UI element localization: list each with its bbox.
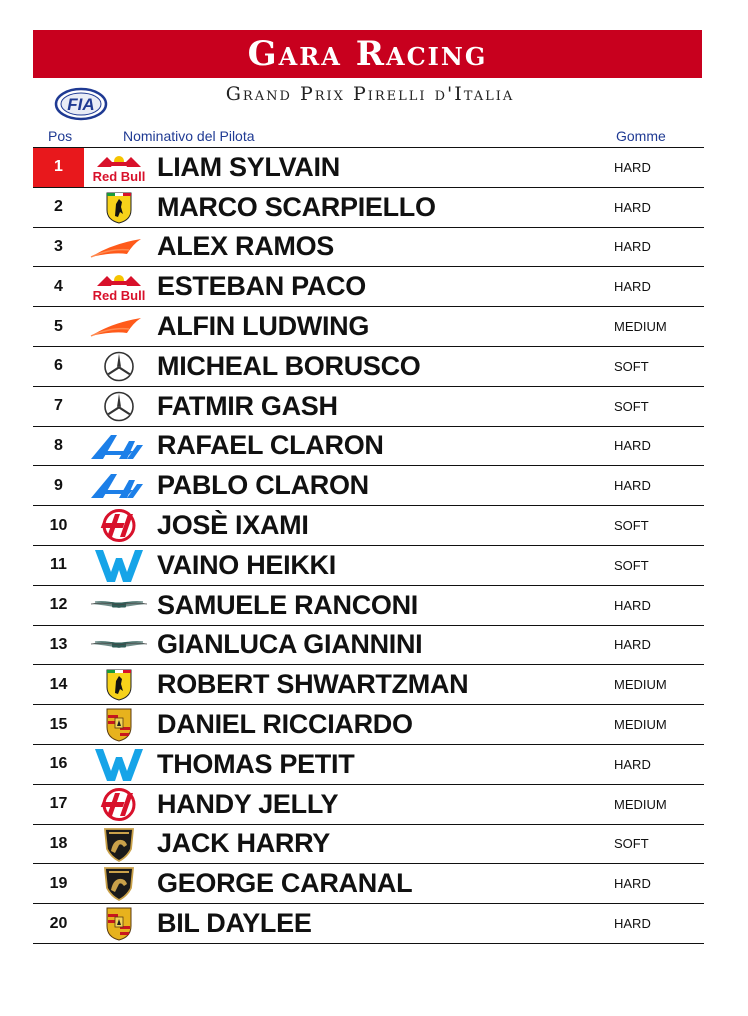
tyre-compound: HARD xyxy=(614,597,651,613)
page-title: Gara Racing xyxy=(33,30,702,78)
porsche-logo-icon xyxy=(89,906,149,941)
table-row xyxy=(33,785,704,825)
column-header-tyre: Gomme xyxy=(616,128,666,144)
tyre-compound: HARD xyxy=(614,637,651,653)
position-cell: 17 xyxy=(49,795,68,813)
driver-name: JOSÈ IXAMI xyxy=(157,510,309,541)
driver-name: THOMAS PETIT xyxy=(157,748,355,779)
lamborghini-logo-icon xyxy=(89,866,149,901)
driver-name: ESTEBAN PACO xyxy=(157,271,366,302)
table-row xyxy=(33,267,704,307)
position-cell: 14 xyxy=(49,675,68,693)
driver-name: RAFAEL CLARON xyxy=(157,430,384,461)
redbull-logo-icon xyxy=(89,150,149,185)
driver-name: ROBERT SHWARTZMAN xyxy=(157,669,469,700)
table-row xyxy=(33,705,704,745)
table-row xyxy=(33,228,704,268)
driver-name: GEORGE CARANAL xyxy=(157,868,413,899)
haas-logo-icon xyxy=(89,508,149,543)
table-row xyxy=(33,427,704,467)
results-table xyxy=(33,147,704,944)
tyre-compound: MEDIUM xyxy=(614,319,667,335)
table-row xyxy=(33,904,704,944)
fia-logo-text: FIA xyxy=(67,95,95,114)
tyre-compound: HARD xyxy=(614,916,651,932)
ferrari-logo-icon xyxy=(89,667,149,702)
tyre-compound: MEDIUM xyxy=(614,796,667,812)
tyre-compound: MEDIUM xyxy=(614,677,667,693)
tyre-compound: HARD xyxy=(614,279,651,295)
table-row xyxy=(33,307,704,347)
driver-name: DANIEL RICCIARDO xyxy=(157,709,413,740)
driver-name: LIAM SYLVAIN xyxy=(157,151,340,182)
driver-name: FATMIR GASH xyxy=(157,390,338,421)
position-cell: 4 xyxy=(54,277,63,295)
position-cell: 19 xyxy=(49,874,68,892)
position-cell: 6 xyxy=(54,357,63,375)
mclaren-logo-icon xyxy=(89,309,149,344)
astonmartin-logo-icon xyxy=(89,628,149,663)
table-row xyxy=(33,466,704,506)
tyre-compound: SOFT xyxy=(614,358,649,374)
table-row xyxy=(33,347,704,387)
redbull-logo-text: Red Bull xyxy=(92,288,146,304)
tyre-compound: SOFT xyxy=(614,557,649,573)
table-row xyxy=(33,546,704,586)
williams-logo-icon xyxy=(89,548,149,583)
driver-name: JACK HARRY xyxy=(157,828,331,859)
tyre-compound: HARD xyxy=(614,438,651,454)
alpine-logo-icon xyxy=(89,468,149,503)
table-row xyxy=(33,864,704,904)
table-row xyxy=(33,188,704,228)
tyre-compound: HARD xyxy=(614,239,651,255)
alpine-logo-icon xyxy=(89,429,149,464)
driver-name: MICHEAL BORUSCO xyxy=(157,350,421,381)
position-cell: 13 xyxy=(49,635,68,653)
driver-name: ALFIN LUDWING xyxy=(157,311,370,342)
fia-logo xyxy=(54,86,108,122)
event-subtitle: Grand Prix Pirelli d'Italia xyxy=(225,83,515,105)
mercedes-logo-icon xyxy=(89,349,149,384)
ferrari-logo-icon xyxy=(89,190,149,225)
position-cell: 8 xyxy=(54,436,63,454)
porsche-logo-icon xyxy=(89,707,149,742)
driver-name: HANDY JELLY xyxy=(157,788,339,819)
table-row xyxy=(33,665,704,705)
position-cell: 1 xyxy=(33,148,84,187)
position-cell: 12 xyxy=(49,596,68,614)
tyre-compound: HARD xyxy=(614,756,651,772)
table-row xyxy=(33,148,704,188)
driver-name: PABLO CLARON xyxy=(157,470,369,501)
table-row xyxy=(33,626,704,666)
tyre-compound: HARD xyxy=(614,876,651,892)
tyre-compound: SOFT xyxy=(614,518,649,534)
driver-name: SAMUELE RANCONI xyxy=(157,589,419,620)
table-row xyxy=(33,387,704,427)
astonmartin-logo-icon xyxy=(89,588,149,623)
table-row xyxy=(33,825,704,865)
position-cell: 18 xyxy=(49,834,68,852)
tyre-compound: HARD xyxy=(614,159,651,175)
driver-name: GIANLUCA GIANNINI xyxy=(157,629,423,660)
position-cell: 20 xyxy=(49,914,68,932)
lamborghini-logo-icon xyxy=(89,827,149,862)
column-header-name: Nominativo del Pilota xyxy=(123,128,255,144)
tyre-compound: HARD xyxy=(614,478,651,494)
column-header-pos: Pos xyxy=(48,128,73,144)
table-row xyxy=(33,586,704,626)
tyre-compound: MEDIUM xyxy=(614,717,667,733)
driver-name: MARCO SCARPIELLO xyxy=(157,191,436,222)
driver-name: VAINO HEIKKI xyxy=(157,549,336,580)
tyre-compound: HARD xyxy=(614,199,651,215)
position-cell: 10 xyxy=(49,516,68,534)
position-cell: 16 xyxy=(49,755,68,773)
driver-name: ALEX RAMOS xyxy=(157,231,335,262)
position-cell: 9 xyxy=(54,476,63,494)
williams-logo-icon xyxy=(89,747,149,782)
mercedes-logo-icon xyxy=(89,389,149,424)
table-row xyxy=(33,506,704,546)
redbull-logo-icon xyxy=(89,269,149,304)
position-cell: 11 xyxy=(50,556,67,574)
redbull-logo-text: Red Bull xyxy=(92,169,146,184)
driver-name: BIL DAYLEE xyxy=(157,908,312,939)
haas-logo-icon xyxy=(89,787,149,822)
table-row xyxy=(33,745,704,785)
tyre-compound: SOFT xyxy=(614,836,649,852)
tyre-compound: SOFT xyxy=(614,398,649,414)
mclaren-logo-icon xyxy=(89,230,149,265)
position-cell: 5 xyxy=(54,317,63,335)
position-cell: 15 xyxy=(49,715,68,733)
position-cell: 2 xyxy=(54,198,63,216)
position-cell: 7 xyxy=(54,397,63,415)
position-cell: 3 xyxy=(54,237,63,255)
